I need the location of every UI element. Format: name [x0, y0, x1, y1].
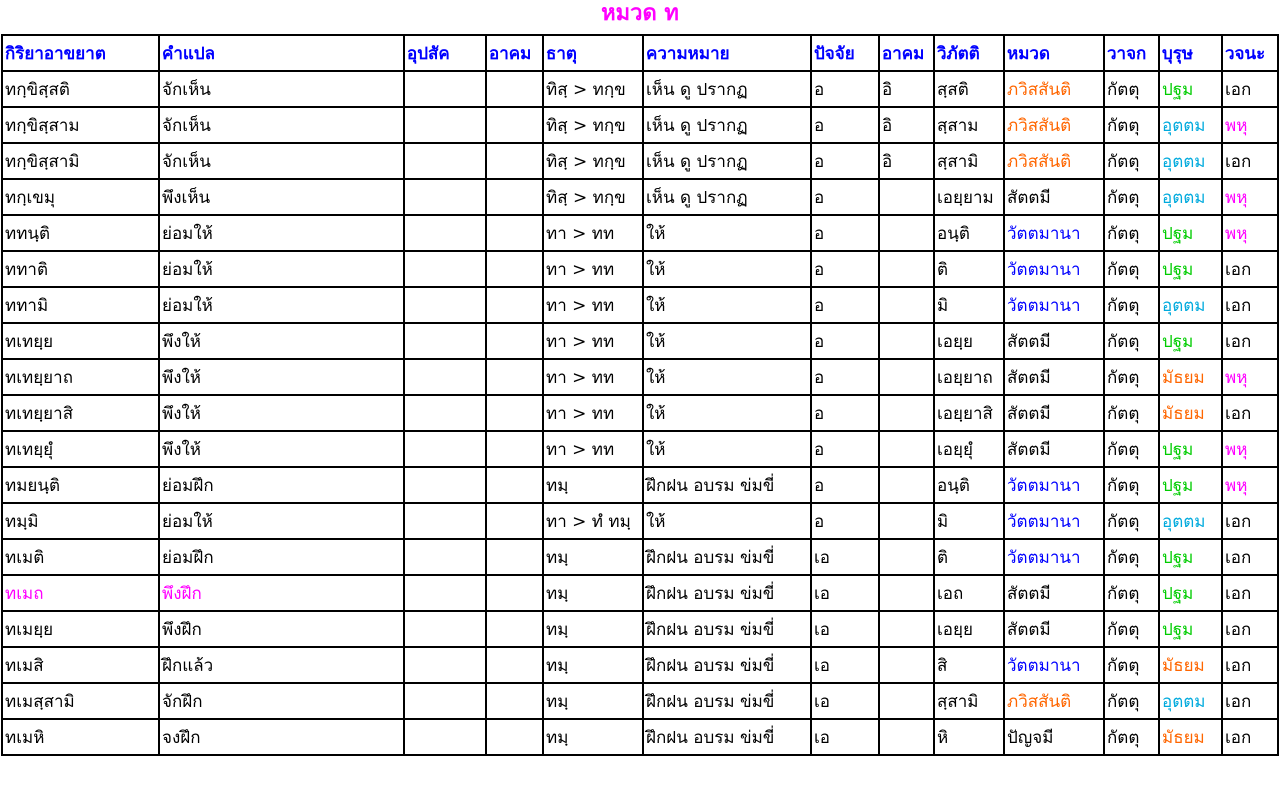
table-row [2, 251, 1278, 287]
augment-cell [486, 143, 543, 179]
root-cell: ทา > ทท [543, 251, 643, 287]
root-cell: ทิสฺ > ทกฺข [543, 71, 643, 107]
category-cell: ภวิสสันติ [1004, 683, 1104, 719]
ending-cell: เอยฺยาถ [934, 359, 1004, 395]
root-col-header: ธาตุ [543, 35, 643, 71]
category-cell: วัตตมานา [1004, 647, 1104, 683]
number-cell: เอก [1222, 611, 1278, 647]
augment-cell [486, 647, 543, 683]
suffix-cell: เอ [811, 575, 879, 611]
verb-cell: ทเมติ [2, 539, 159, 575]
verb-cell: ททามิ [2, 287, 159, 323]
root-cell: ทมฺ [543, 539, 643, 575]
person-cell: มัธยม [1159, 647, 1222, 683]
prefix-cell [404, 179, 486, 215]
ending-cell: เอยฺยาสิ [934, 395, 1004, 431]
number-cell: พหุ [1222, 215, 1278, 251]
augment-cell [486, 395, 543, 431]
ending-cell: ติ [934, 251, 1004, 287]
verb-cell: ทกฺขิสฺสติ [2, 71, 159, 107]
voice-cell: กัตตุ [1104, 575, 1159, 611]
person-cell: ปฐม [1159, 611, 1222, 647]
suffix-col-header: ปัจจัย [811, 35, 879, 71]
verb-cell: ทเทยฺยุํ [2, 431, 159, 467]
root-cell: ทา > ทท [543, 395, 643, 431]
category-cell: สัตตมี [1004, 395, 1104, 431]
voice-cell: กัตตุ [1104, 287, 1159, 323]
number-cell: เอก [1222, 395, 1278, 431]
table-row [2, 215, 1278, 251]
augment2-cell [879, 683, 934, 719]
meaning-cell: ให้ [643, 395, 811, 431]
verb-cell: ทเทยฺยาถ [2, 359, 159, 395]
ending-cell: เอยฺย [934, 323, 1004, 359]
ending-cell: อนฺติ [934, 467, 1004, 503]
augment-cell [486, 107, 543, 143]
verb-cell: ททาติ [2, 251, 159, 287]
voice-cell: กัตตุ [1104, 359, 1159, 395]
root-cell: ทา > ทท [543, 359, 643, 395]
person-cell: อุตตม [1159, 143, 1222, 179]
augment-cell [486, 611, 543, 647]
meaning-cell: ให้ [643, 287, 811, 323]
number-cell: เอก [1222, 251, 1278, 287]
root-cell: ทา > ทท [543, 431, 643, 467]
person-cell: ปฐม [1159, 575, 1222, 611]
page-title: หมวด ท [601, 1, 679, 26]
table-row [2, 359, 1278, 395]
number-cell: พหุ [1222, 359, 1278, 395]
number-cell: พหุ [1222, 431, 1278, 467]
voice-cell: กัตตุ [1104, 179, 1159, 215]
meaning-cell: ฝึกฝน อบรม ข่มขี่ [643, 467, 811, 503]
number-cell: พหุ [1222, 107, 1278, 143]
prefix-cell [404, 71, 486, 107]
table-row [2, 647, 1278, 683]
prefix-cell [404, 251, 486, 287]
person-cell: อุตตม [1159, 287, 1222, 323]
person-cell: มัธยม [1159, 395, 1222, 431]
root-cell: ทิสฺ > ทกฺข [543, 143, 643, 179]
person-cell: ปฐม [1159, 539, 1222, 575]
voice-cell: กัตตุ [1104, 539, 1159, 575]
translation-cell: พึงให้ [159, 359, 404, 395]
augment2-cell [879, 359, 934, 395]
augment-cell [486, 359, 543, 395]
root-cell: ทา > ทท [543, 323, 643, 359]
augment2-cell [879, 467, 934, 503]
translation-cell: ย่อมฝึก [159, 539, 404, 575]
translation-cell: จักฝึก [159, 683, 404, 719]
prefix-cell [404, 719, 486, 755]
translation-cell: ย่อมให้ [159, 251, 404, 287]
voice-cell: กัตตุ [1104, 431, 1159, 467]
meaning-cell: ฝึกฝน อบรม ข่มขี่ [643, 539, 811, 575]
prefix-cell [404, 575, 486, 611]
augment-cell [486, 71, 543, 107]
verb-cell: ทเมสิ [2, 647, 159, 683]
prefix-cell [404, 647, 486, 683]
suffix-cell: อ [811, 287, 879, 323]
translation-cell: พึงเห็น [159, 179, 404, 215]
table-row [2, 539, 1278, 575]
prefix-cell [404, 359, 486, 395]
prefix-cell [404, 611, 486, 647]
augment-cell [486, 287, 543, 323]
category-cell: วัตตมานา [1004, 287, 1104, 323]
verb-cell: ทเมสฺสามิ [2, 683, 159, 719]
prefix-cell [404, 467, 486, 503]
root-cell: ทมฺ [543, 467, 643, 503]
prefix-cell [404, 503, 486, 539]
augment2-cell: อิ [879, 107, 934, 143]
suffix-cell: อ [811, 251, 879, 287]
prefix-col-header: อุปสัค [404, 35, 486, 71]
voice-cell: กัตตุ [1104, 683, 1159, 719]
root-cell: ทมฺ [543, 683, 643, 719]
augment2-col-header: อาคม [879, 35, 934, 71]
augment2-cell [879, 179, 934, 215]
meaning-cell: ให้ [643, 431, 811, 467]
augment-cell [486, 503, 543, 539]
table-row [2, 323, 1278, 359]
translation-cell: ย่อมให้ [159, 215, 404, 251]
verb-cell: ทมฺมิ [2, 503, 159, 539]
suffix-cell: อ [811, 107, 879, 143]
augment2-cell [879, 215, 934, 251]
voice-cell: กัตตุ [1104, 719, 1159, 755]
augment2-cell [879, 287, 934, 323]
verb-cell: ทเมยฺย [2, 611, 159, 647]
translation-cell: พึงให้ [159, 431, 404, 467]
number-cell: พหุ [1222, 467, 1278, 503]
prefix-cell [404, 539, 486, 575]
table-row [2, 503, 1278, 539]
table-row [2, 683, 1278, 719]
meaning-cell: เห็น ดู ปรากฏ [643, 107, 811, 143]
augment2-cell: อิ [879, 143, 934, 179]
meaning-cell: ให้ [643, 359, 811, 395]
augment-cell [486, 719, 543, 755]
translation-cell: ย่อมให้ [159, 287, 404, 323]
number-cell: เอก [1222, 503, 1278, 539]
person-cell: อุตตม [1159, 179, 1222, 215]
verb-cell: ทเทยฺยาสิ [2, 395, 159, 431]
table-row [2, 143, 1278, 179]
augment-cell [486, 323, 543, 359]
verb-cell: ทเทยฺย [2, 323, 159, 359]
voice-cell: กัตตุ [1104, 611, 1159, 647]
ending-cell: หิ [934, 719, 1004, 755]
ending-cell: เอยฺยุํ [934, 431, 1004, 467]
ending-cell: สฺสติ [934, 71, 1004, 107]
table-row [2, 287, 1278, 323]
root-cell: ทมฺ [543, 575, 643, 611]
voice-cell: กัตตุ [1104, 71, 1159, 107]
translation-cell: ฝึกแล้ว [159, 647, 404, 683]
translation-cell: จักเห็น [159, 71, 404, 107]
augment2-cell [879, 647, 934, 683]
voice-col-header: วาจก [1104, 35, 1159, 71]
suffix-cell: อ [811, 71, 879, 107]
prefix-cell [404, 143, 486, 179]
ending-cell: เอยฺยาม [934, 179, 1004, 215]
meaning-cell: ฝึกฝน อบรม ข่มขี่ [643, 683, 811, 719]
meaning-cell: ให้ [643, 323, 811, 359]
augment2-cell [879, 539, 934, 575]
prefix-cell [404, 107, 486, 143]
ending-cell: เอถ [934, 575, 1004, 611]
number-cell: เอก [1222, 287, 1278, 323]
person-cell: ปฐม [1159, 431, 1222, 467]
augment2-cell: อิ [879, 71, 934, 107]
person-cell: มัธยม [1159, 719, 1222, 755]
translation-cell: พึงให้ [159, 395, 404, 431]
augment-cell [486, 575, 543, 611]
header-row [2, 35, 1278, 71]
augment2-cell [879, 251, 934, 287]
suffix-cell: เอ [811, 683, 879, 719]
translation-cell: จักเห็น [159, 107, 404, 143]
augment-col-header: อาคม [486, 35, 543, 71]
suffix-cell: เอ [811, 611, 879, 647]
translation-cell: จักเห็น [159, 143, 404, 179]
ending-cell: เอยฺย [934, 611, 1004, 647]
root-cell: ทา > ทท [543, 215, 643, 251]
person-cell: ปฐม [1159, 215, 1222, 251]
augment2-cell [879, 395, 934, 431]
category-cell: สัตตมี [1004, 575, 1104, 611]
root-cell: ทมฺ [543, 719, 643, 755]
category-cell: ภวิสสันติ [1004, 107, 1104, 143]
person-cell: อุตตม [1159, 683, 1222, 719]
table-row [2, 719, 1278, 755]
meaning-cell: ให้ [643, 503, 811, 539]
voice-cell: กัตตุ [1104, 323, 1159, 359]
translation-cell: พึงฝึก [159, 575, 404, 611]
ending-col-header: วิภัตติ [934, 35, 1004, 71]
translation-cell: ย่อมฝึก [159, 467, 404, 503]
category-cell: สัตตมี [1004, 611, 1104, 647]
augment2-cell [879, 323, 934, 359]
person-cell: มัธยม [1159, 359, 1222, 395]
meaning-cell: เห็น ดู ปรากฏ [643, 71, 811, 107]
ending-cell: สฺสามิ [934, 683, 1004, 719]
table-row [2, 611, 1278, 647]
meaning-cell: ฝึกฝน อบรม ข่มขี่ [643, 719, 811, 755]
suffix-cell: อ [811, 323, 879, 359]
voice-cell: กัตตุ [1104, 395, 1159, 431]
category-cell: วัตตมานา [1004, 467, 1104, 503]
table-row [2, 107, 1278, 143]
person-cell: อุตตม [1159, 503, 1222, 539]
ending-cell: สิ [934, 647, 1004, 683]
number-cell: เอก [1222, 143, 1278, 179]
ending-cell: อนฺติ [934, 215, 1004, 251]
voice-cell: กัตตุ [1104, 467, 1159, 503]
number-cell: เอก [1222, 683, 1278, 719]
voice-cell: กัตตุ [1104, 215, 1159, 251]
ending-cell: สฺสาม [934, 107, 1004, 143]
prefix-cell [404, 431, 486, 467]
person-cell: ปฐม [1159, 467, 1222, 503]
category-cell: สัตตมี [1004, 323, 1104, 359]
suffix-cell: อ [811, 143, 879, 179]
number-cell: เอก [1222, 71, 1278, 107]
translation-cell: พึงให้ [159, 323, 404, 359]
prefix-cell [404, 323, 486, 359]
category-cell: ภวิสสันติ [1004, 143, 1104, 179]
table-row [2, 179, 1278, 215]
suffix-cell: อ [811, 215, 879, 251]
table-row [2, 431, 1278, 467]
root-cell: ทิสฺ > ทกฺข [543, 107, 643, 143]
verb-cell: ทกฺขิสฺสามิ [2, 143, 159, 179]
prefix-cell [404, 395, 486, 431]
category-cell: สัตตมี [1004, 179, 1104, 215]
suffix-cell: อ [811, 431, 879, 467]
suffix-cell: อ [811, 395, 879, 431]
table-row [2, 467, 1278, 503]
table-row [2, 575, 1278, 611]
translation-cell: พึงฝึก [159, 611, 404, 647]
prefix-cell [404, 683, 486, 719]
root-cell: ทา > ทํ ทมฺ [543, 503, 643, 539]
number-col-header: วจนะ [1222, 35, 1278, 71]
person-cell: ปฐม [1159, 323, 1222, 359]
meaning-cell: ฝึกฝน อบรม ข่มขี่ [643, 611, 811, 647]
number-cell: พหุ [1222, 179, 1278, 215]
suffix-cell: อ [811, 467, 879, 503]
ending-cell: มิ [934, 503, 1004, 539]
prefix-cell [404, 287, 486, 323]
meaning-col-header: ความหมาย [643, 35, 811, 71]
category-cell: วัตตมานา [1004, 215, 1104, 251]
translation-cell: ย่อมให้ [159, 503, 404, 539]
verb-cell: ทกฺเขมุ [2, 179, 159, 215]
category-cell: ภวิสสันติ [1004, 71, 1104, 107]
table-row [2, 395, 1278, 431]
voice-cell: กัตตุ [1104, 251, 1159, 287]
augment-cell [486, 431, 543, 467]
augment-cell [486, 683, 543, 719]
category-cell: วัตตมานา [1004, 503, 1104, 539]
ending-cell: มิ [934, 287, 1004, 323]
ending-cell: สฺสามิ [934, 143, 1004, 179]
suffix-cell: เอ [811, 647, 879, 683]
verb-cell: ทเมหิ [2, 719, 159, 755]
augment2-cell [879, 575, 934, 611]
augment2-cell [879, 611, 934, 647]
augment2-cell [879, 431, 934, 467]
verb-cell: ททนฺติ [2, 215, 159, 251]
root-cell: ทิสฺ > ทกฺข [543, 179, 643, 215]
suffix-cell: อ [811, 359, 879, 395]
number-cell: เอก [1222, 575, 1278, 611]
augment2-cell [879, 719, 934, 755]
category-cell: สัตตมี [1004, 431, 1104, 467]
augment-cell [486, 215, 543, 251]
meaning-cell: ฝึกฝน อบรม ข่มขี่ [643, 647, 811, 683]
meaning-cell: เห็น ดู ปรากฏ [643, 179, 811, 215]
ending-cell: ติ [934, 539, 1004, 575]
meaning-cell: ฝึกฝน อบรม ข่มขี่ [643, 575, 811, 611]
prefix-cell [404, 215, 486, 251]
meaning-cell: เห็น ดู ปรากฏ [643, 143, 811, 179]
number-cell: เอก [1222, 539, 1278, 575]
verb-cell: ทมยนฺติ [2, 467, 159, 503]
augment-cell [486, 251, 543, 287]
voice-cell: กัตตุ [1104, 143, 1159, 179]
number-cell: เอก [1222, 719, 1278, 755]
verb-table [1, 34, 1279, 756]
voice-cell: กัตตุ [1104, 107, 1159, 143]
root-cell: ทมฺ [543, 611, 643, 647]
number-cell: เอก [1222, 647, 1278, 683]
augment-cell [486, 539, 543, 575]
translation-cell: จงฝึก [159, 719, 404, 755]
augment2-cell [879, 503, 934, 539]
augment-cell [486, 179, 543, 215]
person-cell: ปฐม [1159, 71, 1222, 107]
verb-col-header: กิริยาอาขยาต [2, 35, 159, 71]
root-cell: ทา > ทท [543, 287, 643, 323]
category-cell: วัตตมานา [1004, 251, 1104, 287]
verb-cell: ทเมถ [2, 575, 159, 611]
person-cell: ปฐม [1159, 251, 1222, 287]
suffix-cell: อ [811, 179, 879, 215]
person-col-header: บุรุษ [1159, 35, 1222, 71]
person-cell: อุตตม [1159, 107, 1222, 143]
suffix-cell: เอ [811, 539, 879, 575]
category-col-header: หมวด [1004, 35, 1104, 71]
meaning-cell: ให้ [643, 215, 811, 251]
category-cell: ปัญจมี [1004, 719, 1104, 755]
voice-cell: กัตตุ [1104, 647, 1159, 683]
suffix-cell: อ [811, 503, 879, 539]
table-row [2, 71, 1278, 107]
number-cell: เอก [1222, 323, 1278, 359]
voice-cell: กัตตุ [1104, 503, 1159, 539]
meaning-cell: ให้ [643, 251, 811, 287]
verb-cell: ทกฺขิสฺสาม [2, 107, 159, 143]
translation-col-header: คำแปล [159, 35, 404, 71]
root-cell: ทมฺ [543, 647, 643, 683]
category-cell: สัตตมี [1004, 359, 1104, 395]
augment-cell [486, 467, 543, 503]
suffix-cell: เอ [811, 719, 879, 755]
category-cell: วัตตมานา [1004, 539, 1104, 575]
